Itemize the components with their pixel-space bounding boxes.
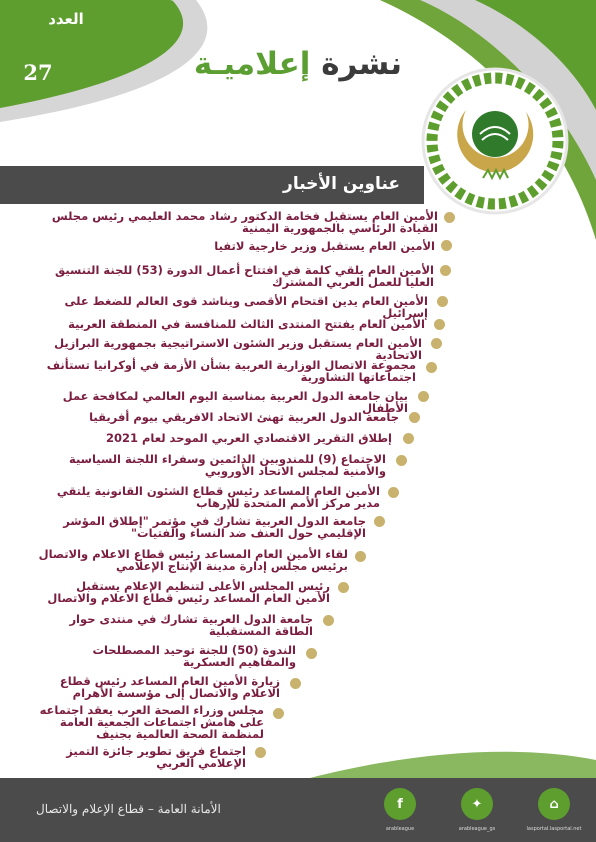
facebook-caption: arableague [385, 826, 415, 832]
news-item-14[interactable]: لقاء الأمين العام المساعد رئيس قطاع الاعلام والاتصال برئيس مجلس إدارة مدينة الإنتاج الإعلامي [38, 547, 348, 573]
title-word-1: نشرة [321, 46, 402, 82]
news-item-13[interactable]: جامعة الدول العربية تشارك في مؤتمر "إطلاق المؤشر الإقليمي حول العنف ضد النساء والفتيات" [63, 514, 366, 540]
website-caption: lasportal.lasportal.net [526, 826, 582, 832]
news-item-5[interactable]: الأمين العام يفتتح المنتدى الثالث للمنافسة في المنطقة العربية [68, 317, 425, 331]
news-item-9[interactable]: جامعة الدول العربية تهنئ الاتحاد الافريقي بيوم أفريقيا [89, 410, 399, 424]
news-bullet [338, 582, 349, 593]
news-bullet [273, 708, 284, 719]
news-bullet [290, 678, 301, 689]
news-bullet [437, 296, 448, 307]
news-bullet [418, 391, 429, 402]
news-item-19[interactable]: مجلس وزراء الصحة العرب يعقد اجتماعه على هامش اجتماعات الجمعية العامة لمنظمة الصحة العالمية بجنيف [39, 703, 264, 741]
news-bullet [355, 551, 366, 562]
footer-text: الأمانة العامة – قطاع الإعلام والاتصال [36, 802, 221, 816]
news-bullet [323, 615, 334, 626]
facebook-icon[interactable]: f [384, 788, 416, 820]
news-item-6[interactable]: الأمين العام يستقبل وزير الشئون الاستراتيجية بجمهورية البرازيل الاتحادية [54, 336, 422, 362]
news-bullet [388, 487, 399, 498]
news-item-11[interactable]: الاجتماع (9) للمندوبين الدائمين وسفراء اللجنة السياسية والأمنية لمجلس الاتحاد الأوروبي [69, 452, 386, 478]
issue-label: العدد [48, 10, 84, 28]
news-item-3[interactable]: الأمين العام يلقي كلمة في افتتاح أعمال الدورة (53) للجنة التنسيق العليا للعمل العربي المشترك [54, 263, 434, 289]
arab-league-emblem [420, 66, 570, 216]
news-item-4[interactable]: الأمين العام يدين اقتحام الأقصى ويناشد قوى العالم للضغط على إسرائيل [64, 294, 428, 320]
home-icon[interactable]: ⌂ [538, 788, 570, 820]
news-item-8[interactable]: بيان جامعة الدول العربية بمناسبة اليوم العالمي لمكافحة عمل الأطفال [62, 389, 408, 415]
news-bullet [255, 747, 266, 758]
news-bullet [444, 212, 455, 223]
news-bullet [426, 362, 437, 373]
news-item-12[interactable]: الأمين العام المساعد رئيس قطاع الشئون القانونية يلتقي مدير مركز الأمم المتحدة للإرهاب [56, 484, 380, 510]
news-item-20[interactable]: اجتماع فريق تطوير جائزة التميز الإعلامي العربي [66, 744, 246, 770]
news-bullet [409, 412, 420, 423]
news-bullet [440, 265, 451, 276]
twitter-caption: arableague_gs [458, 826, 496, 832]
news-item-10[interactable]: إطلاق التقرير الاقتصادي العربي الموحد لعام 2021 [105, 431, 392, 445]
green-footer-swoosh [310, 752, 596, 778]
news-bullet [434, 319, 445, 330]
news-item-15[interactable]: رئيس المجلس الأعلى لتنظيم الإعلام يستقبل الأمين العام المساعد رئيس قطاع الاعلام والاتصال [47, 579, 330, 605]
news-item-1[interactable]: الأمين العام يستقبل فخامة الدكتور رشاد محمد العليمي رئيس مجلس القيادة الرئاسي بالجمهورية اليمنية [51, 209, 438, 235]
news-bullet [306, 648, 317, 659]
newsletter-title [194, 46, 402, 82]
title-word-2: إعلاميـة [193, 46, 311, 82]
section-title: عناوين الأخبار [283, 174, 400, 194]
twitter-icon[interactable]: ✦ [461, 788, 493, 820]
news-item-2[interactable]: الأمين العام يستقبل وزير خارجية لاتفيا [214, 239, 435, 253]
news-item-18[interactable]: زيارة الأمين العام المساعد رئيس قطاع الاعلام والاتصال إلى مؤسسة الأهرام [59, 674, 280, 700]
news-bullet [431, 338, 442, 349]
news-item-16[interactable]: جامعة الدول العربية تشارك في منتدى حوار الطاقة المستقبلية [69, 612, 313, 638]
news-item-17[interactable]: الندوة (50) للجنة توحيد المصطلحات والمفاهيم العسكرية [92, 643, 296, 669]
news-bullet [374, 516, 385, 527]
news-item-7[interactable]: مجموعة الاتصال الوزارية العربية بشأن الأزمة في أوكرانيا تستأنف اجتماعاتها التشاورية [46, 358, 416, 384]
news-bullet [396, 455, 407, 466]
news-bullet [403, 433, 414, 444]
issue-number: 27 [23, 60, 53, 85]
news-bullet [441, 240, 452, 251]
